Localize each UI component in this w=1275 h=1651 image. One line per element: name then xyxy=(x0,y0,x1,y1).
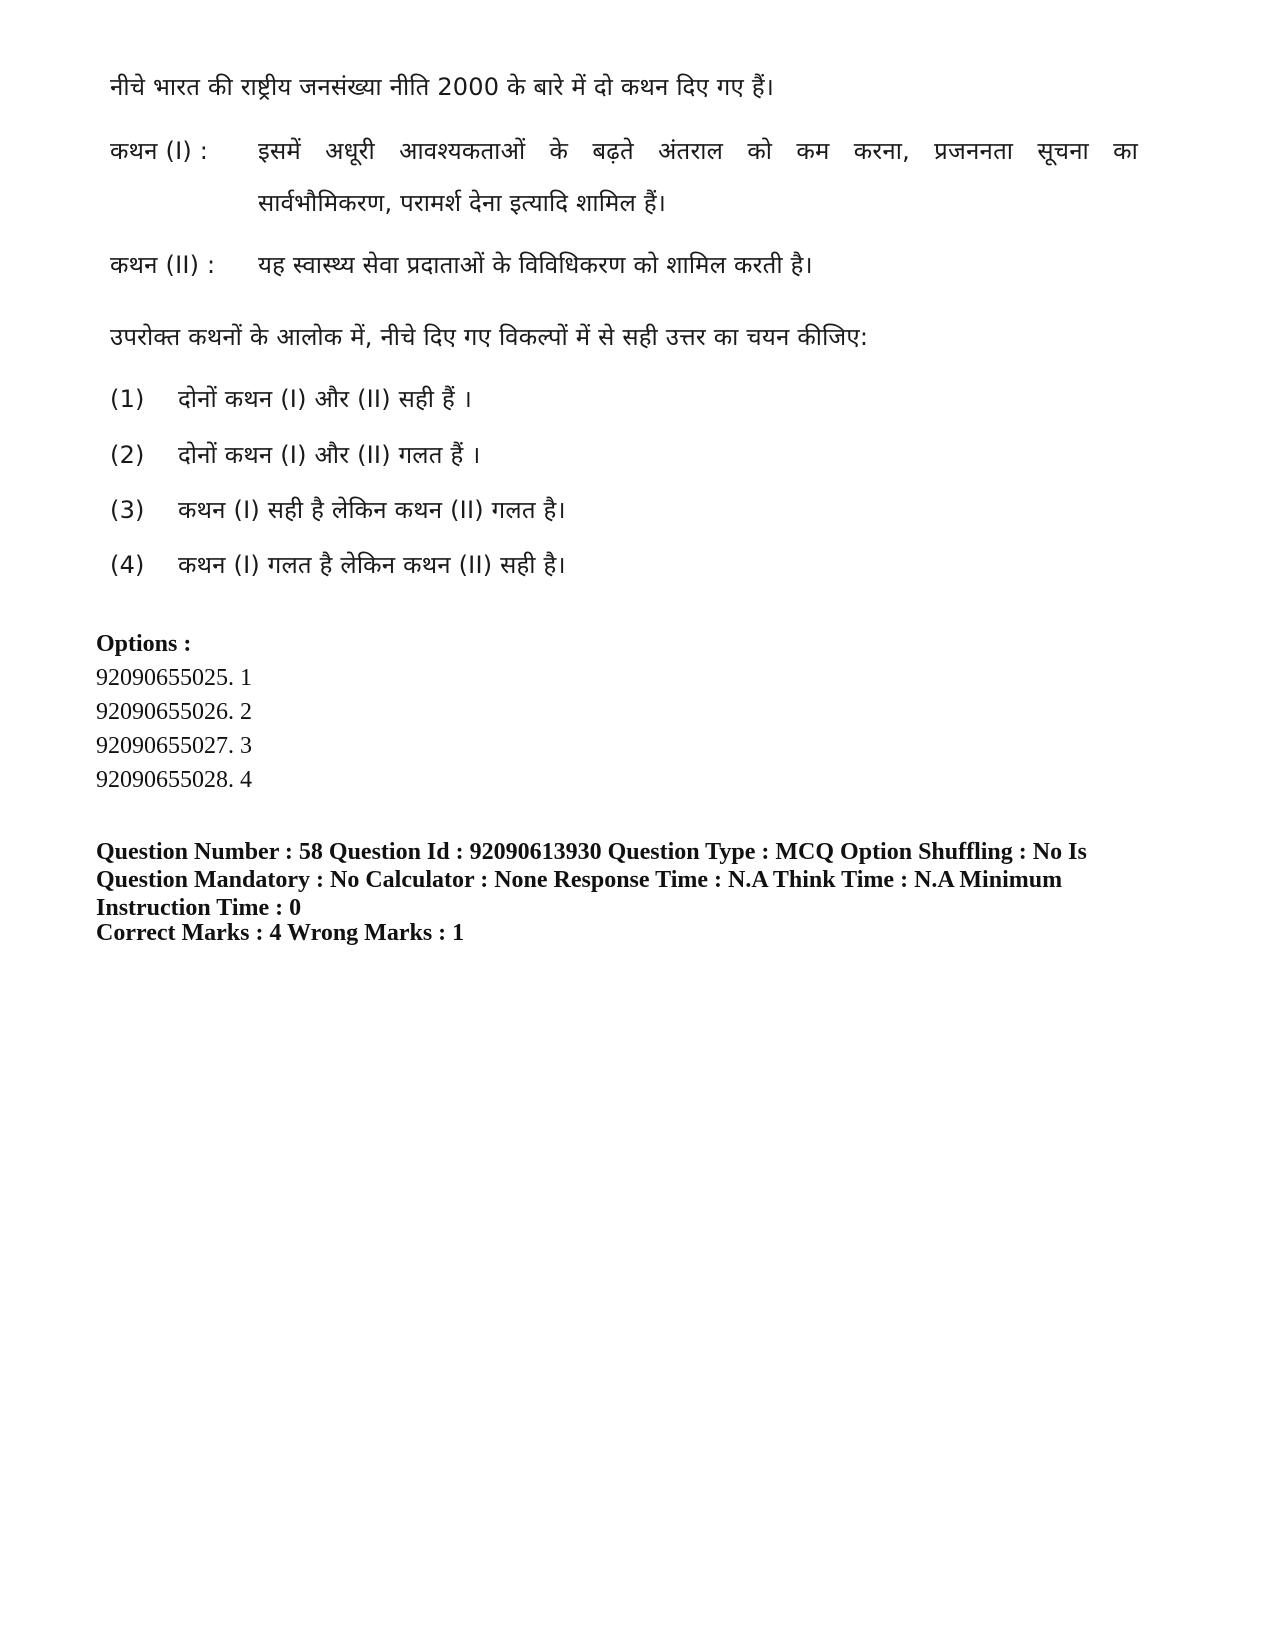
option-item: 92090655028. 4 xyxy=(96,767,252,793)
choice-text: कथन (I) गलत है लेकिन कथन (II) सही है। xyxy=(178,551,566,579)
meta-line-1: Question Number : 58 Question Id : 92090613930 Question Type : MCQ Option Shuffling : No Is xyxy=(96,839,1087,865)
statement-1-line-2: सार्वभौमिकरण, परामर्श देना इत्यादि शामिल हैं। xyxy=(258,189,667,217)
choice-text: दोनों कथन (I) और (II) सही हैं । xyxy=(178,385,473,413)
choice-number: (2) xyxy=(110,441,145,469)
option-item: 92090655027. 3 xyxy=(96,733,252,759)
meta-line-2: Question Mandatory : No Calculator : None Response Time : N.A Think Time : N.A Minimum xyxy=(96,867,1063,893)
options-heading: Options : xyxy=(96,631,192,657)
statement-2-text: यह स्वास्थ्य सेवा प्रदाताओं के विविधिकरण को शामिल करती है। xyxy=(258,251,813,279)
question-meta xyxy=(96,838,1196,922)
statement-1-line-1: इसमें अधूरी आवश्यकताओं के बढ़ते अंतराल को कम करना, प्रजननता सूचना का xyxy=(258,137,1138,165)
choice-text: दोनों कथन (I) और (II) गलत हैं । xyxy=(178,441,481,469)
choice-4 xyxy=(110,548,566,581)
choice-2 xyxy=(110,438,481,471)
statement-1-label: कथन (I) : xyxy=(110,137,209,165)
option-item: 92090655026. 2 xyxy=(96,699,252,725)
meta-line-3: Instruction Time : 0 xyxy=(96,895,302,921)
choice-text: कथन (I) सही है लेकिन कथन (II) गलत है। xyxy=(178,496,566,524)
question-intro: नीचे भारत की राष्ट्रीय जनसंख्या नीति 2000 के बारे में दो कथन दिए गए हैं। xyxy=(110,73,775,101)
choice-number: (1) xyxy=(110,385,145,413)
marks-line: Correct Marks : 4 Wrong Marks : 1 xyxy=(96,920,465,946)
options-list xyxy=(96,627,252,797)
question-instruction: उपरोक्त कथनों के आलोक में, नीचे दिए गए विकल्पों में से सही उत्तर का चयन कीजिए: xyxy=(110,323,869,351)
choice-1 xyxy=(110,382,472,415)
choice-3 xyxy=(110,493,566,526)
option-item: 92090655025. 1 xyxy=(96,665,252,691)
choice-number: (4) xyxy=(110,551,145,579)
statement-2-label: कथन (II) : xyxy=(110,251,216,279)
choice-number: (3) xyxy=(110,496,145,524)
